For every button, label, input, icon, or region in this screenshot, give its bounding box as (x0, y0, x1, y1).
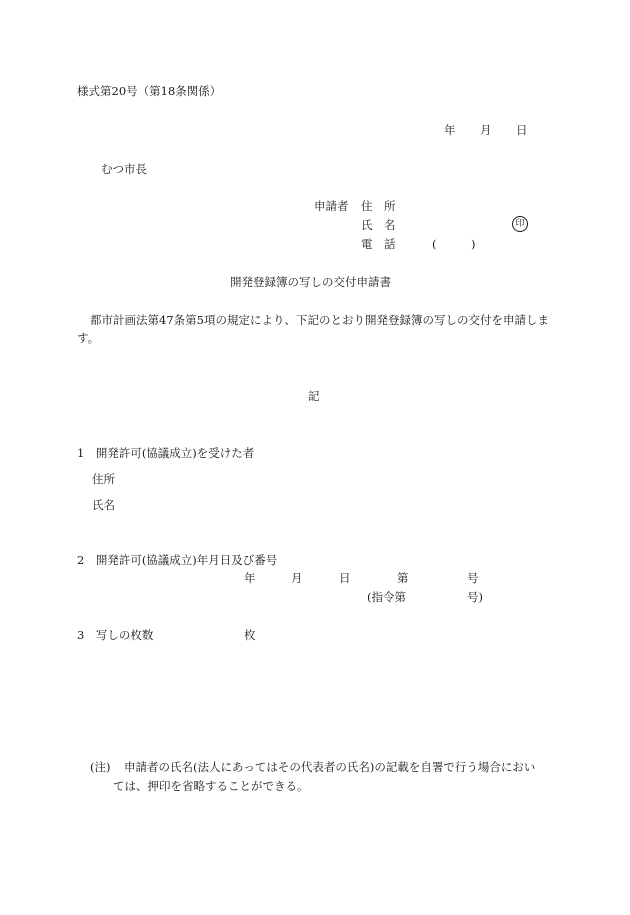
item3-unit: 枚 (244, 628, 256, 642)
phone-parens: ( ) (432, 237, 476, 251)
item2-month: 月 (291, 571, 303, 585)
item2-day: 日 (339, 571, 351, 585)
item2-shirei: (指令第 (367, 590, 406, 604)
address-label: 住 所 (361, 199, 396, 213)
item1-address: 住所 (92, 472, 115, 486)
addressee: むつ市長 (101, 162, 147, 176)
item2-go: 号 (467, 571, 479, 585)
item3-heading: 3 写しの枚数 (77, 628, 154, 642)
item2-go-close: 号) (467, 590, 483, 604)
item2-dai: 第 (397, 571, 409, 585)
body-text-line2: す。 (77, 331, 100, 345)
note-line1: 申請者の氏名(法人にあってはその代表者の氏名)の記載を自署で行う場合におい (124, 760, 536, 774)
item1-heading: 1 開発許可(協議成立)を受けた者 (77, 446, 255, 460)
date-year: 年 (444, 123, 456, 137)
date-month: 月 (480, 123, 492, 137)
ki-heading: 記 (308, 389, 320, 403)
name-label: 氏 名 (361, 218, 396, 232)
phone-label: 電 話 (361, 237, 396, 251)
date-day: 日 (516, 123, 528, 137)
body-text-line1: 都市計画法第47条第5項の規定により、下記のとおり開発登録簿の写しの交付を申請しま (90, 313, 549, 327)
seal-mark: 印 (512, 216, 528, 232)
note-line2: ては、押印を省略することができる。 (113, 779, 309, 793)
item2-year: 年 (244, 571, 256, 585)
applicant-label: 申請者 (314, 199, 349, 213)
item2-heading: 2 開発許可(協議成立)年月日及び番号 (77, 553, 278, 567)
note-label: (注) (90, 760, 111, 774)
item1-name: 氏名 (92, 498, 115, 512)
form-number: 様式第20号（第18条関係） (77, 84, 222, 98)
form-title: 開発登録簿の写しの交付申請書 (230, 275, 391, 289)
